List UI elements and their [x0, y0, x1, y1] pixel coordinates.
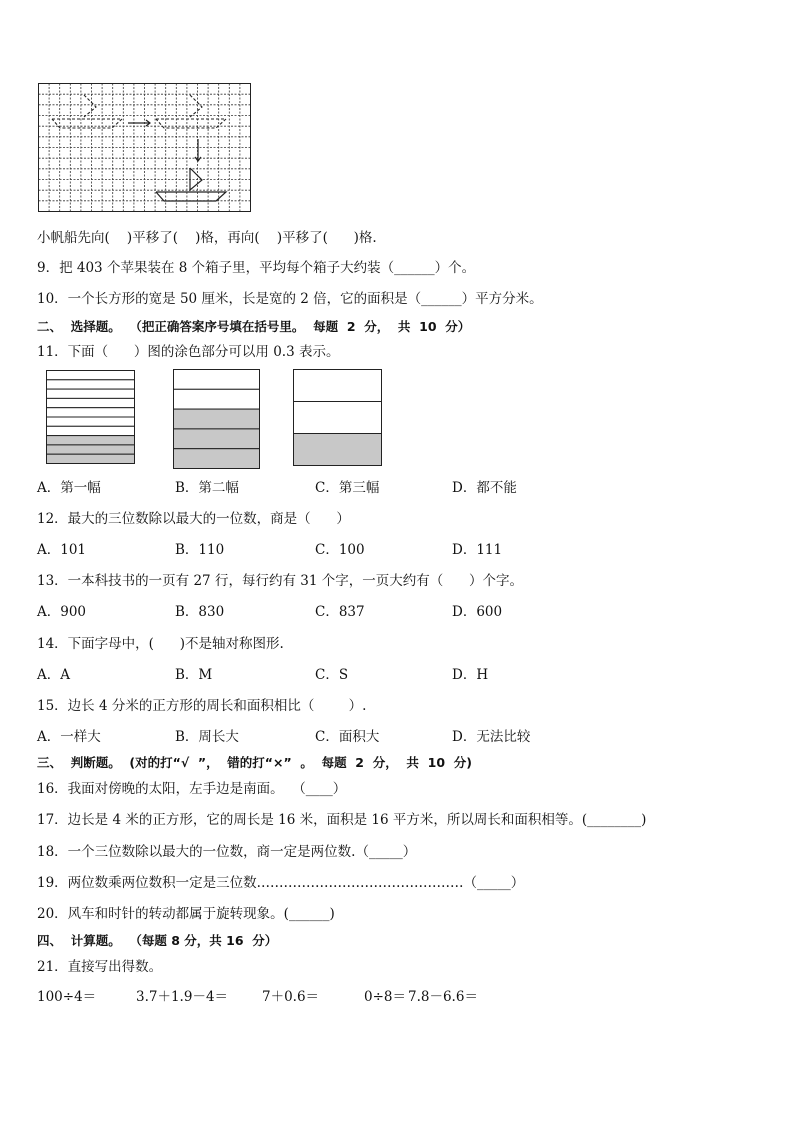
- q11-fig-row: [47, 371, 135, 380]
- question-17: 17．边长是 4 米的正方形，它的周长是 16 米，面积是 16 平方米，所以周长和面积相等。(________): [37, 812, 647, 828]
- section-3-heading: 三、 判断题。 (对的打“√ ”， 错的打“×” 。 每题 2 分， 共 10 分): [37, 755, 472, 770]
- q12-option-a: A．101: [37, 542, 87, 558]
- q11-fig-row: [174, 429, 260, 449]
- sailboat-grid-figure: [38, 83, 252, 213]
- q11-option-c: C．第三幅: [315, 480, 380, 496]
- q12-option-d: D．111: [452, 542, 503, 558]
- q15-option-a: A．一样大: [37, 729, 101, 745]
- q11-fig-row: [47, 417, 135, 426]
- q13-option-d: D．600: [452, 604, 503, 620]
- q11-option-a: A．第一幅: [37, 480, 101, 496]
- q11-fig-row: [174, 409, 260, 429]
- q15-option-c: C．面积大: [315, 729, 380, 745]
- q13-option-b: B．830: [175, 604, 225, 620]
- calc-item-3: 7＋0.6＝: [262, 989, 320, 1005]
- q11-fig-row: [174, 449, 260, 469]
- calc-item-2: 3.7＋1.9－4＝: [136, 989, 229, 1005]
- q11-fig-row: [47, 436, 135, 445]
- q11-fig-row: [47, 389, 135, 398]
- q11-fig-row: [294, 434, 382, 466]
- question-16: 16．我面对傍晚的太阳，左手边是南面。 （____）: [37, 781, 347, 797]
- q12-option-c: C．100: [315, 542, 365, 558]
- q13-option-a: A．900: [37, 604, 87, 620]
- question-12: 12．最大的三位数除以最大的一位数，商是（ ）: [37, 511, 350, 527]
- q11-fig-row: [174, 389, 260, 409]
- q11-fig-row: [294, 370, 382, 402]
- q11-figure-2: [172, 369, 264, 471]
- question-11: 11．下面（ ）图的涂色部分可以用 0.3 表示。: [37, 344, 340, 360]
- q12-option-b: B．110: [175, 542, 225, 558]
- q11-figure-3: [293, 369, 385, 468]
- question-14: 14．下面字母中，( )不是轴对称图形.: [37, 636, 284, 652]
- q13-option-c: C．837: [315, 604, 365, 620]
- q11-fig-row: [294, 402, 382, 434]
- q11-option-b: B．第二幅: [175, 480, 239, 496]
- q11-fig-row: [47, 445, 135, 454]
- section-2-heading: 二、 选择题。 （把正确答案序号填在括号里。 每题 2 分， 共 10 分）: [37, 319, 471, 334]
- q11-option-d: D．都不能: [452, 480, 517, 496]
- q14-option-a: A．A: [37, 667, 70, 683]
- section-4-heading: 四、 计算题。 （每题 8 分，共 16 分）: [37, 933, 278, 948]
- q11-figure-1: [46, 370, 136, 466]
- question-20: 20．风车和时针的转动都属于旋转现象。(______): [37, 906, 335, 922]
- q15-option-d: D．无法比较: [452, 729, 531, 745]
- q11-fig-row: [47, 408, 135, 417]
- question-10: 10．一个长方形的宽是 50 厘米，长是宽的 2 倍，它的面积是（______）平方分米。: [37, 291, 543, 307]
- q14-option-b: B．M: [175, 667, 213, 683]
- q15-option-b: B．周长大: [175, 729, 239, 745]
- q11-fig-row: [47, 398, 135, 407]
- calc-item-4: 0÷8＝: [364, 989, 406, 1005]
- question-15: 15．边长 4 分米的正方形的周长和面积相比（ ）.: [37, 698, 367, 714]
- question-18: 18．一个三位数除以最大的一位数，商一定是两位数.（_____）: [37, 844, 417, 860]
- q11-fig-row: [47, 426, 135, 435]
- q11-fig-row: [174, 370, 260, 390]
- q8-caption: 小帆船先向( )平移了( )格，再向( )平移了( )格.: [37, 230, 377, 246]
- question-13: 13．一本科技书的一页有 27 行，每行约有 31 个字，一页大约有（ ）个字。: [37, 573, 523, 589]
- calc-item-5: 7.8－6.6＝: [408, 989, 478, 1005]
- q14-option-c: C．S: [315, 667, 349, 683]
- q11-fig-row: [47, 380, 135, 389]
- question-19: 19．两位数乘两位数积一定是三位数.………………………………………（_____）: [37, 875, 525, 891]
- question-21: 21．直接写出得数。: [37, 959, 163, 975]
- q14-option-d: D．H: [452, 667, 489, 683]
- question-9: 9．把 403 个苹果装在 8 个箱子里，平均每个箱子大约装（______）个。: [37, 260, 476, 276]
- q11-fig-row: [47, 454, 135, 463]
- calc-item-1: 100÷4＝: [37, 989, 97, 1005]
